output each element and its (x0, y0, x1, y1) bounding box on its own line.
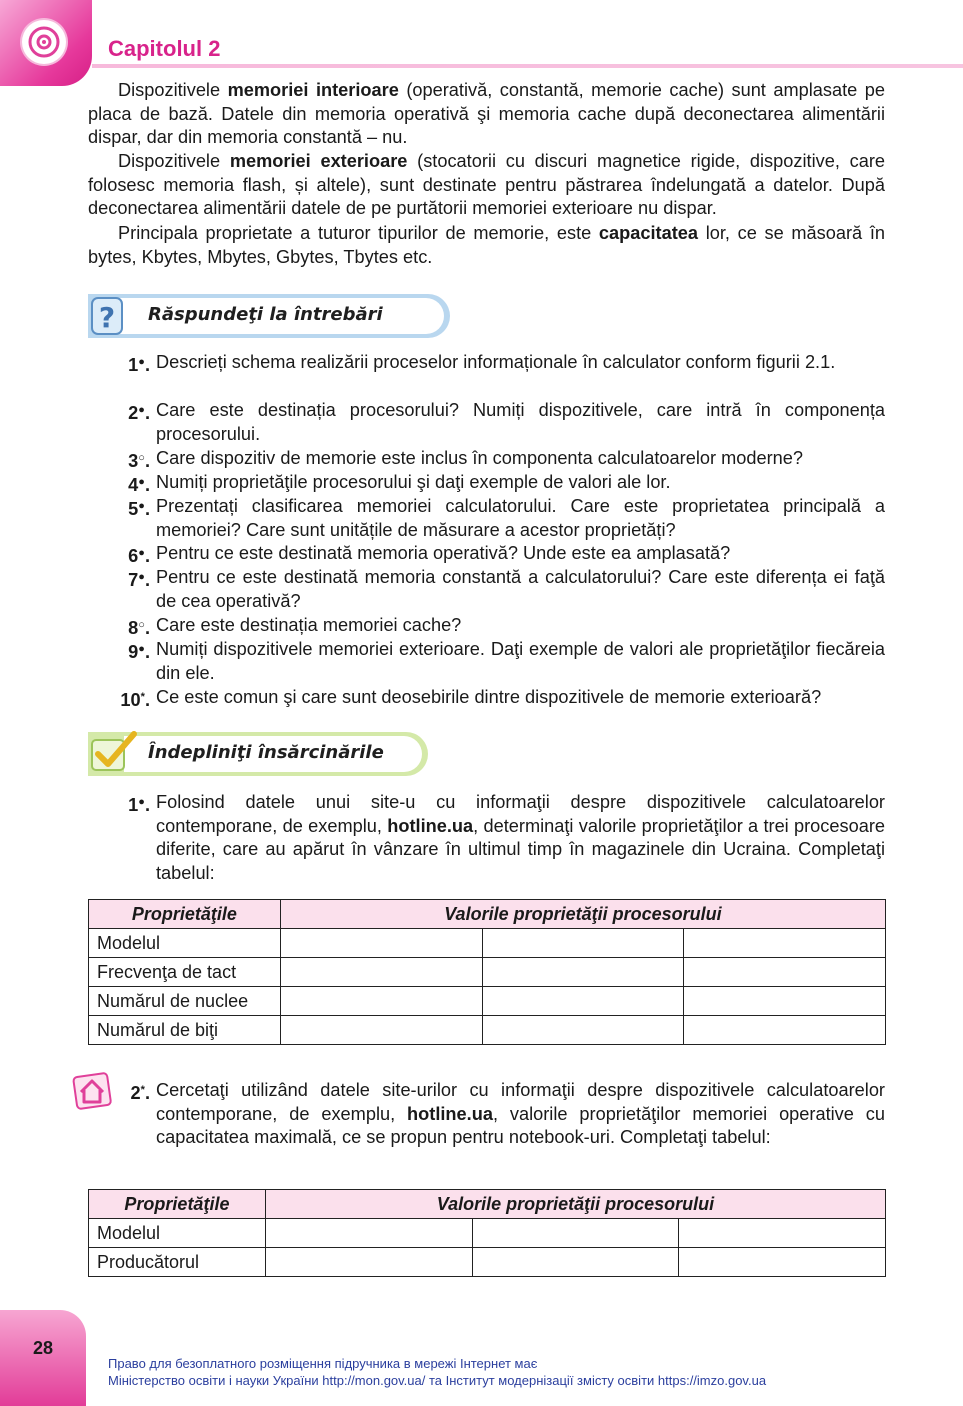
table-empty-cell (482, 958, 684, 987)
question-number: 6●. (128, 546, 150, 566)
svg-text:?: ? (98, 301, 116, 334)
bold-term: hotline.ua (387, 815, 474, 836)
paragraph-external-memory (88, 150, 885, 221)
question-item (88, 614, 885, 638)
question-item (88, 542, 885, 566)
table-row (89, 958, 886, 987)
text-run: Principala proprietate a tuturor tipurilor de memorie, este (118, 223, 599, 243)
table-empty-cell (280, 929, 482, 958)
task-text (156, 791, 885, 886)
table-row-label: Producătorul (89, 1248, 266, 1277)
table-header-row (89, 900, 886, 929)
question-text: Care dispozitiv de memorie este inclus în componenta calculatoarelor moderne? (156, 448, 803, 468)
question-number: 5●. (128, 499, 150, 519)
checkmark-icon (88, 730, 138, 781)
table-empty-cell (280, 987, 482, 1016)
table-row-label: Numărul de biţi (89, 1016, 281, 1045)
target-icon (22, 20, 66, 64)
question-item (88, 686, 885, 710)
question-text: Pentru ce este destinată memoria operativă? Unde este ea amplasată? (156, 543, 731, 563)
memory-table (88, 1189, 886, 1277)
bold-term: memoriei interioare (227, 80, 399, 100)
bold-term: hotline.ua (407, 1103, 493, 1124)
question-text: Descrieți schema realizării proceselor informaționale în calculator conform figurii 2.1. (156, 352, 836, 372)
question-item (88, 495, 885, 542)
question-number: 10*. (120, 690, 150, 710)
text-run: lor, ce se măsoară în bytes, Kbytes, Mbytes, Gbytes, Tbytes etc. (88, 223, 885, 267)
page-number: 28 (32, 1338, 54, 1358)
task-number: 2*. (130, 1083, 150, 1103)
table-empty-cell (679, 1248, 886, 1277)
question-item (88, 471, 885, 495)
paragraph-internal-memory (88, 79, 885, 150)
task-text (156, 1079, 885, 1150)
table-empty-cell (280, 1016, 482, 1045)
table-empty-cell (684, 987, 886, 1016)
question-text: Prezentați clasificarea memoriei calculatorului. Care este proprietatea principală a memoriei? Care sunt unitățile de măsurare a acestor proprietăți? (156, 496, 885, 540)
question-number: 4●. (128, 475, 150, 495)
table-row (89, 987, 886, 1016)
bold-term: memoriei exterioare (229, 151, 408, 171)
question-item (88, 351, 885, 375)
table-empty-cell (482, 987, 684, 1016)
question-text: Numiți proprietăţile procesorului şi daţi exemple de valori ale lor. (156, 472, 671, 492)
footer-line-1: Право для безоплатного розміщення підручника в мережі Інтернет має (108, 1356, 538, 1371)
text-run: (stocatorii cu discuri magnetice rigide, dispozitive, care folosesc memoria flash, și altele), sunt destinate pentru păstrarea îndelungată a datelor. După deconectarea alimentării datele de pe purtătorii memoriei exterioare nu dispar. (88, 151, 885, 219)
footer-line-2: Міністерство освіти і науки України http://mon.gov.ua/ та Інститут модернізації змісту освіти https://imzo.gov.ua (108, 1373, 767, 1388)
question-text: Numiți dispozitivele memoriei exterioare. Daţi exemple de valori ale proprietăţilor fiecăreia din ele. (156, 639, 885, 683)
table-row-label: Frecvenţa de tact (89, 958, 281, 987)
task-number: 1●. (128, 795, 150, 815)
table-row (89, 1219, 886, 1248)
question-text: Care este destinația procesorului? Numiți dispozitivele, care intră în componența procesorului. (156, 400, 885, 444)
table-empty-cell (482, 1016, 684, 1045)
text-run: Dispozitivele (118, 80, 228, 100)
table-empty-cell (679, 1219, 886, 1248)
table-header-cell: Proprietăţile (89, 900, 281, 929)
question-item (88, 638, 885, 685)
table-row (89, 1248, 886, 1277)
table-header-cell: Valorile proprietăţii procesorului (280, 900, 885, 929)
header-rule (92, 64, 963, 68)
question-text: Care este destinația memoriei cache? (156, 615, 462, 635)
table-empty-cell (472, 1248, 679, 1277)
table-header-cell: Proprietăţile (89, 1190, 266, 1219)
text-run: Cercetaţi utilizând datele site-urilor cu informaţii despre dispozitivele calculatoarelor contemporane, de exemplu, (156, 1080, 885, 1124)
question-number: 1●. (128, 355, 150, 375)
question-item (88, 447, 885, 471)
table-header-cell: Valorile proprietăţii procesorului (265, 1190, 885, 1219)
tasks-banner (88, 732, 428, 776)
table-row (89, 1016, 886, 1045)
text-run: (operativă, constantă, memorie cache) sunt amplasate pe placa de bază. Datele din memoria operativă şi memoria cache după deconectarea alimentării dispar, dar din memoria constantă – nu. (88, 80, 885, 148)
text-run: Folosind datele unui site-u cu informaţii despre dispozitivele calculatoarelor contemporane, de exemplu, (156, 792, 885, 836)
question-number: 7●. (128, 570, 150, 590)
question-icon (90, 296, 124, 341)
table-row-label: Numărul de nuclee (89, 987, 281, 1016)
chapter-title: Capitolul 2 (108, 36, 221, 61)
table-empty-cell (280, 958, 482, 987)
text-run: Dispozitivele (118, 151, 230, 171)
table-row (89, 929, 886, 958)
question-number: 3○. (128, 451, 150, 471)
task-item-1 (88, 791, 885, 886)
table-empty-cell (265, 1248, 472, 1277)
table-row-label: Modelul (89, 1219, 266, 1248)
questions-banner-title: Răspundeţi la întrebări (148, 304, 383, 325)
table-empty-cell (472, 1219, 679, 1248)
text-run: , valorile proprietăţilor memoriei operative cu capacitatea maximală, ce se propun pentru notebook-uri. Completaţi tabelul: (156, 1103, 885, 1148)
table-empty-cell (684, 1016, 886, 1045)
question-text: Pentru ce este destinată memoria constantă a calculatorului? Care este diferența ei faţă de cea operativă? (156, 567, 885, 611)
task-item-2 (88, 1079, 885, 1150)
table-empty-cell (482, 929, 684, 958)
table-header-row (89, 1190, 886, 1219)
processor-table (88, 899, 886, 1045)
table-empty-cell (265, 1219, 472, 1248)
tasks-banner-title: Îndepliniţi însărcinările (148, 742, 384, 763)
bold-term: capacitatea (598, 223, 699, 243)
question-number: 2●. (128, 403, 150, 423)
questions-banner (88, 294, 450, 338)
table-row-label: Modelul (89, 929, 281, 958)
question-number: 8○. (128, 618, 150, 638)
question-item (88, 399, 885, 446)
question-number: 9●. (128, 642, 150, 662)
text-run: , determinaţi valorile proprietăţilor a trei procesoare diferite, care au apărut în vânzare în ultimul timp în magazinele din Ucraina. Completaţi tabelul: (156, 815, 886, 884)
question-text: Ce este comun şi care sunt deosebirile dintre dispozitivele de memorie exterioară? (156, 687, 822, 707)
table-empty-cell (684, 929, 886, 958)
paragraph-capacity (88, 222, 885, 269)
question-item (88, 566, 885, 613)
table-empty-cell (684, 958, 886, 987)
